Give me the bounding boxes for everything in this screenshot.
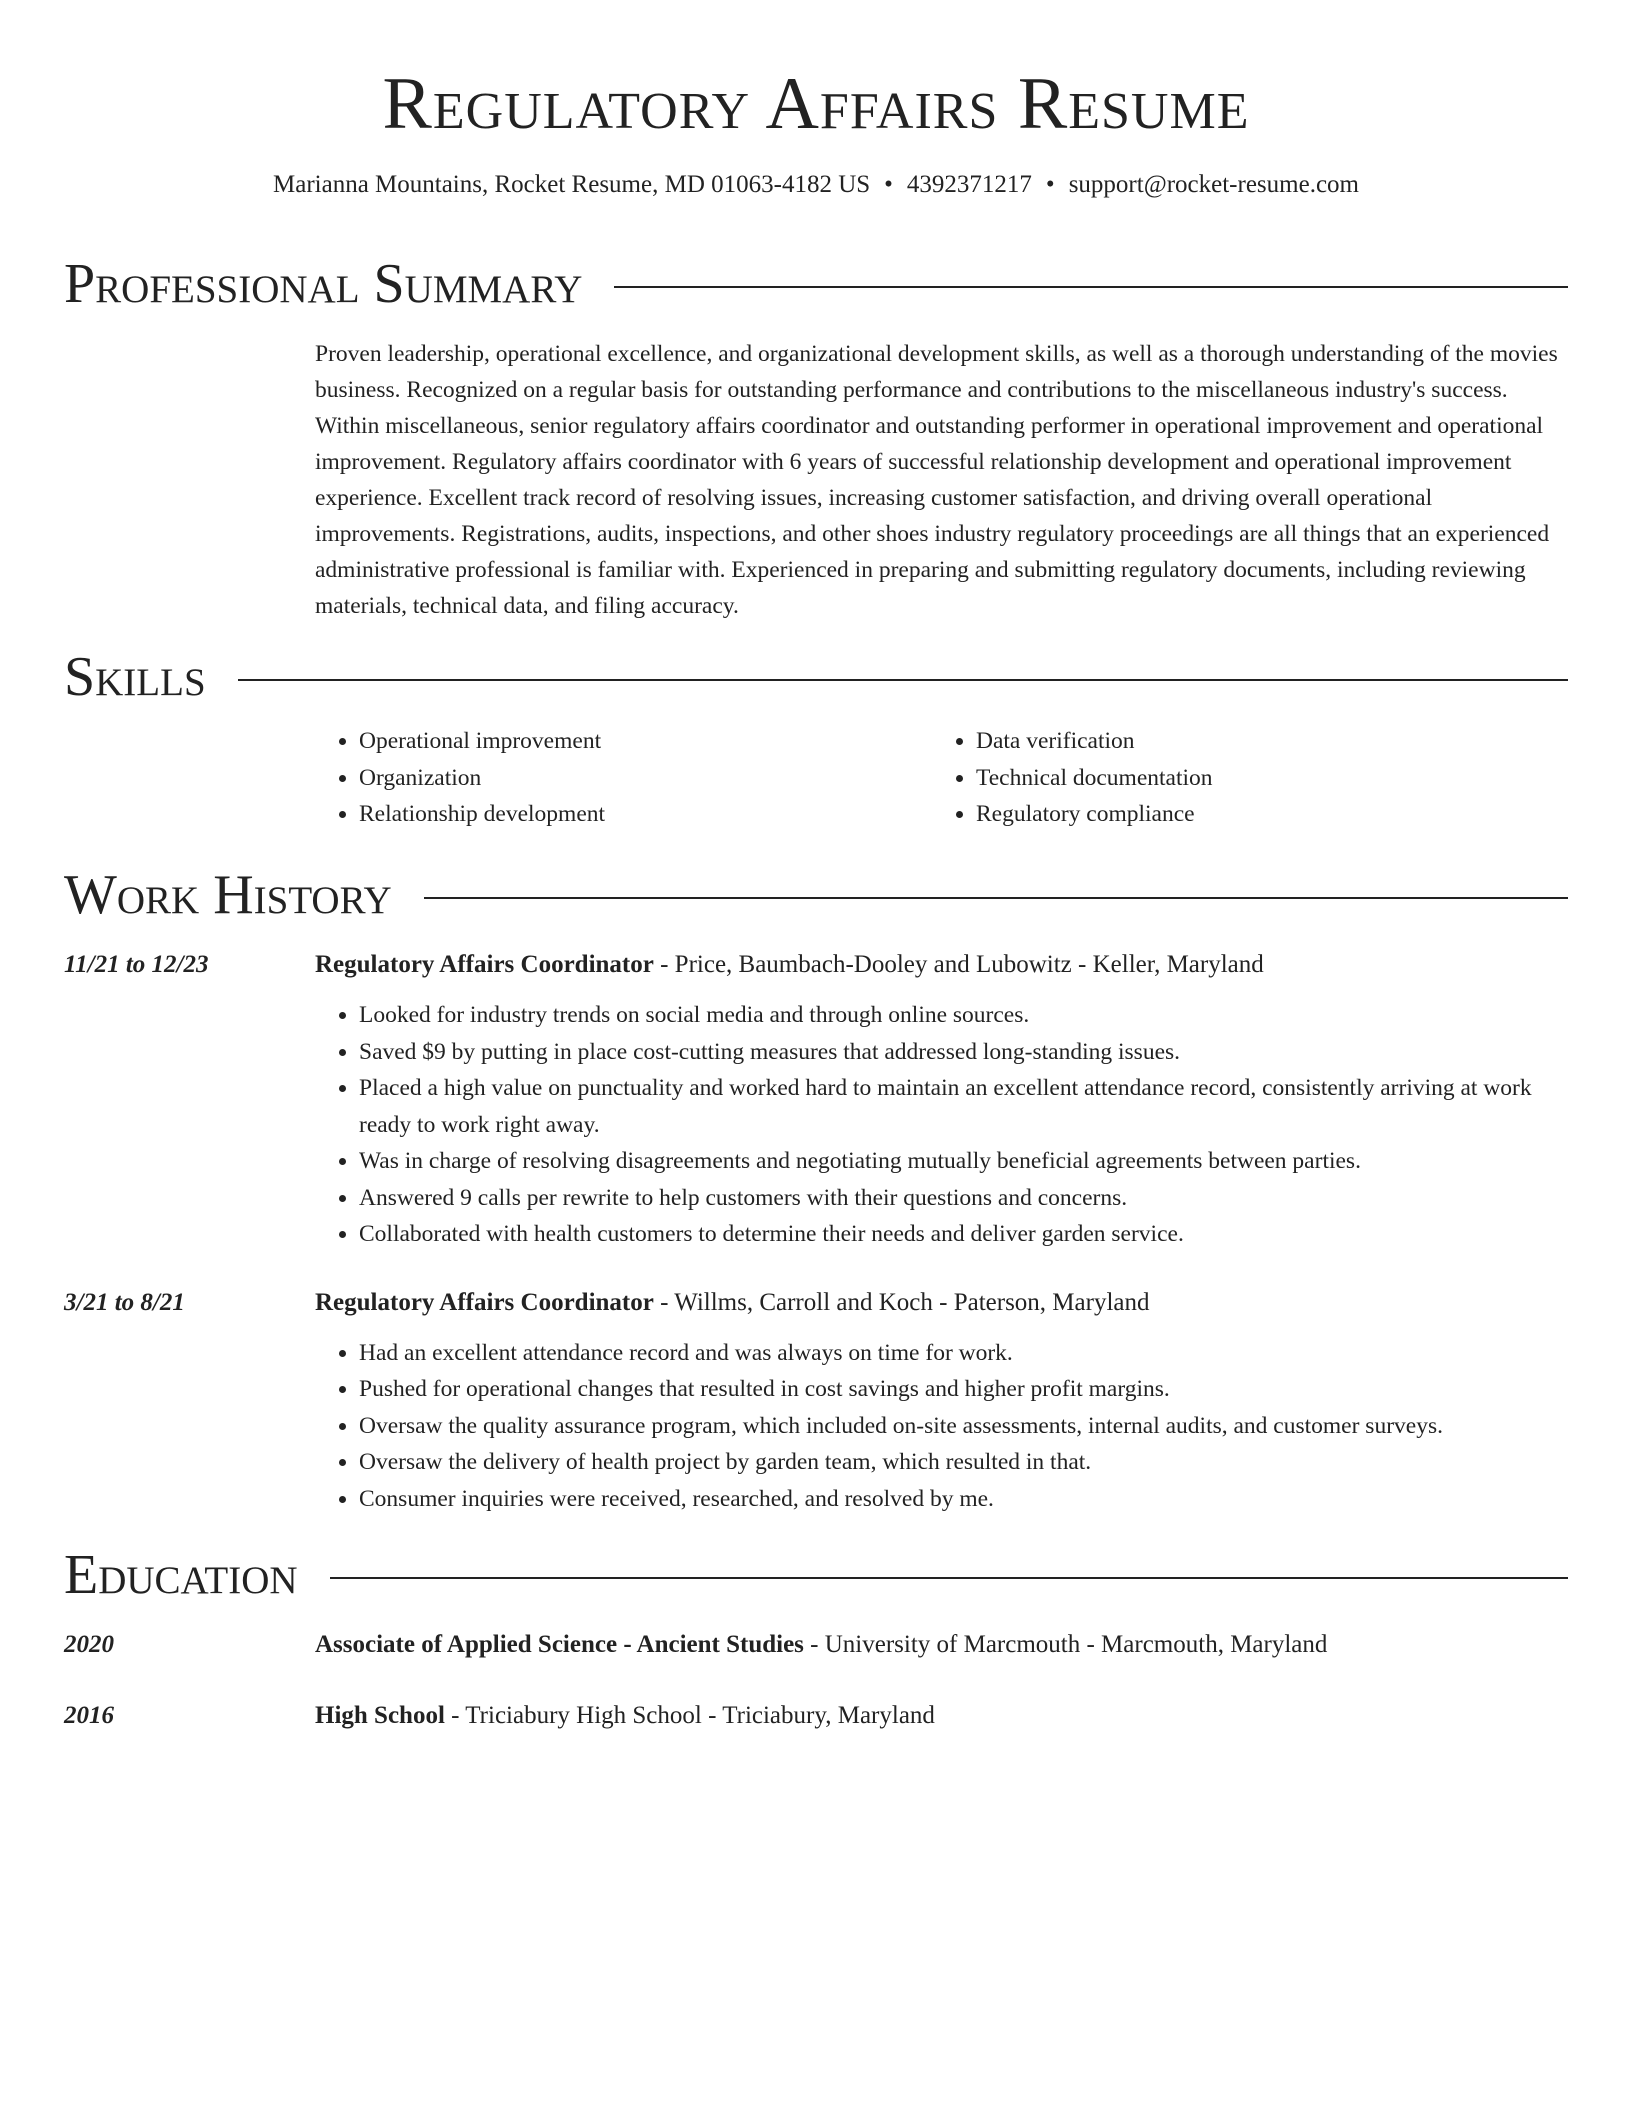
job-bullet: • Consumer inquiries were received, researched, and resolved by me. (359, 1481, 1568, 1518)
skill-item: • Technical documentation (976, 760, 1568, 797)
job-detail (315, 947, 1568, 1253)
education-year: 2020 (64, 1631, 114, 1658)
job-detail (315, 1285, 1568, 1518)
job-employer: - Willms, Carroll and Koch - Paterson, Maryland (653, 1288, 1150, 1316)
skills-section (64, 647, 1568, 833)
work-history-header (64, 865, 1568, 925)
education-section (64, 1545, 1568, 1734)
summary-section (64, 254, 1568, 624)
skills-column-left (315, 723, 932, 833)
education-degree: High School (315, 1702, 445, 1729)
job-bullet: • Oversaw the delivery of health project by garden team, which resulted in that. (359, 1444, 1568, 1481)
education-headline (315, 1698, 1568, 1734)
education-school: - Triciabury High School - Triciabury, Maryland (444, 1702, 935, 1729)
job-bullet: • Oversaw the quality assurance program, which included on-site assessments, internal audits, and customer surveys. (359, 1408, 1568, 1445)
contact-separator: • (1045, 171, 1055, 198)
job-bullet: • Was in charge of resolving disagreements and negotiating mutually beneficial agreements between parties. (359, 1143, 1568, 1180)
skills-header (64, 647, 1568, 707)
job-bullet: • Had an excellent attendance record and was always on time for work. (359, 1335, 1568, 1372)
job-headline (315, 947, 1568, 983)
job-bullets (315, 997, 1568, 1253)
job-bullet: • Looked for industry trends on social media and through online sources. (359, 997, 1568, 1034)
contact-separator: • (884, 171, 893, 198)
job-entry (64, 1285, 1568, 1518)
summary-body (315, 336, 1568, 624)
education-entry (64, 1698, 1568, 1734)
contact-line (0, 171, 1632, 199)
education-degree: Associate of Applied Science - Ancient Studies (315, 1631, 804, 1658)
skill-item: • Operational improvement (359, 723, 932, 760)
section-heading: Work History (64, 864, 392, 926)
job-bullet: • Collaborated with health customers to determine their needs and deliver garden service. (359, 1216, 1568, 1253)
education-year: 2016 (64, 1702, 114, 1729)
page-title: Regulatory Affairs Resume (382, 63, 1250, 145)
skill-item: • Relationship development (359, 796, 932, 833)
education-detail (315, 1627, 1568, 1663)
section-heading: Skills (64, 646, 206, 708)
summary-header (64, 254, 1568, 314)
job-employer: - Price, Baumbach-Dooley and Lubowitz - Keller, Maryland (653, 951, 1264, 978)
job-bullets (315, 1335, 1568, 1518)
education-detail (315, 1698, 1568, 1734)
section-heading: Professional Summary (64, 253, 583, 315)
section-divider (330, 1577, 1568, 1579)
job-dates: 11/21 to 12/23 (64, 951, 209, 978)
job-bullet: • Answered 9 calls per rewrite to help customers with their questions and concerns. (359, 1180, 1568, 1217)
job-bullet: • Pushed for operational changes that resulted in cost savings and higher profit margins. (359, 1371, 1568, 1408)
job-bullet: • Placed a high value on punctuality and worked hard to maintain an excellent attendance record, consistently arriving at work ready to work right away. (359, 1070, 1568, 1143)
job-bullet: • Saved $9 by putting in place cost-cutting measures that addressed long-standing issues. (359, 1034, 1568, 1071)
section-divider (424, 897, 1568, 899)
job-entry (64, 947, 1568, 1253)
education-entry (64, 1627, 1568, 1663)
job-title: Regulatory Affairs Coordinator (315, 1288, 654, 1316)
summary-text: Proven leadership, operational excellence, and organizational development skills, as well as a thorough understanding of the movies business. Recognized on a regular basis for outstanding performance and contributions to the miscellaneous industry's success. Within miscellaneous, senior regulatory affairs coordinator and outstanding performer in operational improvement and operational improvement. Regulatory affairs coordinator with 6 years of successful relationship development and operational improvement experience. Excellent track record of resolving issues, increasing customer satisfaction, and driving overall operational improvements. Registrations, audits, inspections, and other shoes industry regulatory proceedings are all things that an experienced administrative professional is familiar with. Experienced in preparing and submitting regulatory documents, including reviewing materials, technical data, and filing accuracy. (315, 341, 1558, 619)
education-headline (315, 1627, 1568, 1663)
contact-address: Marianna Mountains, Rocket Resume, MD 01063-4182 US (273, 171, 871, 198)
education-school: - University of Marcmouth - Marcmouth, Maryland (803, 1631, 1328, 1658)
skills-column-right (932, 723, 1568, 833)
contact-email: support@rocket-resume.com (1068, 171, 1359, 198)
section-heading: Education (64, 1544, 298, 1606)
education-header (64, 1545, 1568, 1605)
job-title: Regulatory Affairs Coordinator (315, 951, 654, 978)
skills-list (315, 723, 1568, 833)
skill-item: • Organization (359, 760, 932, 797)
skill-item: • Regulatory compliance (976, 796, 1568, 833)
section-divider (238, 679, 1568, 681)
contact-phone: 4392371217 (906, 171, 1032, 198)
job-headline (315, 1285, 1568, 1321)
work-history-section (64, 865, 1568, 1517)
section-divider (614, 286, 1568, 288)
skill-item: • Data verification (976, 723, 1568, 760)
job-dates: 3/21 to 8/21 (64, 1288, 185, 1316)
